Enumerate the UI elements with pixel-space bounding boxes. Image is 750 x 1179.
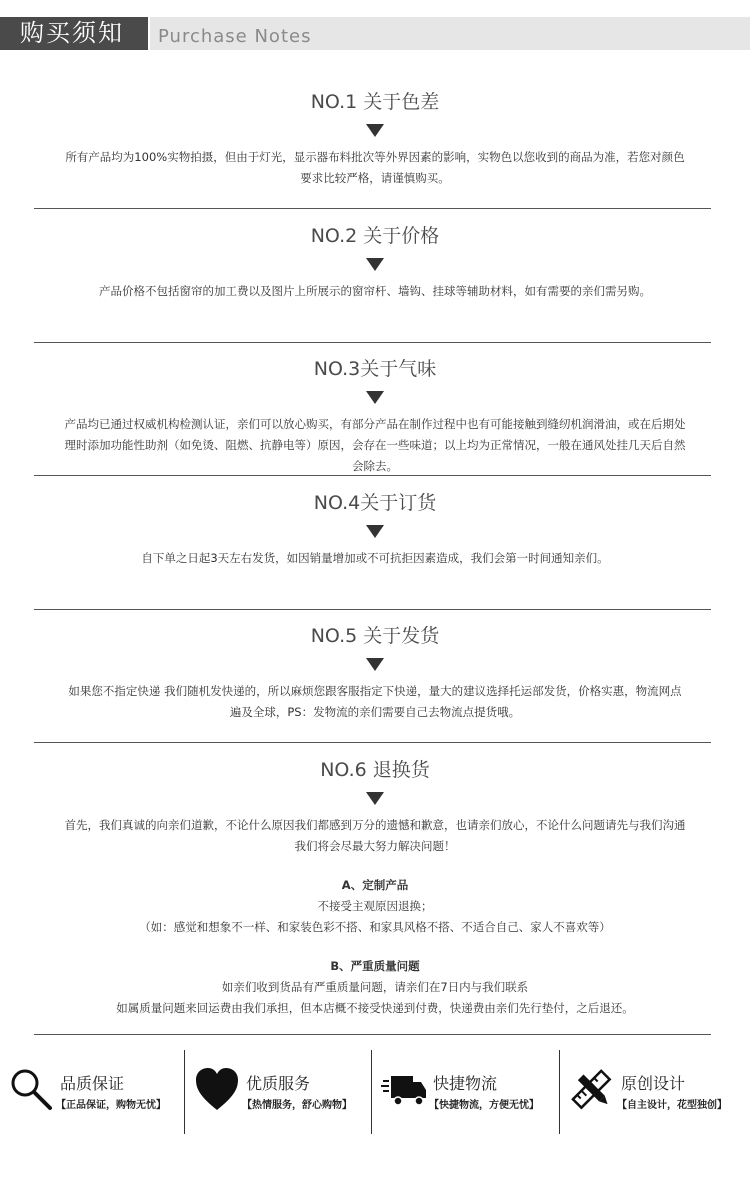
down-arrow-icon bbox=[366, 792, 384, 805]
feature-subtitle: 【热情服务，舒心购物】 bbox=[242, 1100, 352, 1111]
section-title: NO.3关于气味 bbox=[313, 358, 437, 380]
section-smell bbox=[0, 355, 750, 477]
body-line: 会除去。 bbox=[352, 459, 398, 473]
section-title: NO.4关于订货 bbox=[313, 492, 437, 514]
down-arrow-icon bbox=[366, 391, 384, 404]
section-title: NO.5 关于发货 bbox=[310, 625, 440, 647]
returns-b-line: 如属质量问题来回运费由我们承担，但本店概不接受快递到付费，快递费由亲们先行垫付，之后退还。 bbox=[116, 1001, 634, 1015]
returns-b-heading: B、严重质量问题 bbox=[330, 959, 420, 973]
header-title-en: Purchase Notes bbox=[150, 17, 750, 50]
section-divider bbox=[34, 742, 711, 743]
body-line: 所有产品均为100%实物拍摄，但由于灯光，显示器布料批次等外界因素的影响，实物色以您收到的商品为准，若您对颜色 bbox=[65, 150, 685, 164]
body-line: 理时添加功能性助剂（如免烫、阻燃、抗静电等）原因，会存在一些味道；以上均为正常情况，一般在通风处挂几天后自然 bbox=[64, 438, 686, 452]
down-arrow-icon bbox=[366, 124, 384, 137]
feature-title: 快捷物流 bbox=[433, 1074, 498, 1093]
section-title: NO.2 关于价格 bbox=[310, 225, 440, 247]
section-ordering bbox=[0, 489, 750, 569]
section-body bbox=[45, 147, 705, 189]
section-body bbox=[45, 815, 705, 1019]
body-line: 产品均已通过权威机构检测认证，亲们可以放心购买，有部分产品在制作过程中也有可能接触到缝纫机润滑油，或在后期处 bbox=[64, 417, 686, 431]
feature-title: 品质保证 bbox=[60, 1074, 125, 1093]
page-header bbox=[0, 17, 750, 50]
body-line: 首先，我们真诚的向亲们道歉，不论什么原因我们都感到万分的遗憾和歉意，也请亲们放心，不论什么问题请先与我们沟通 bbox=[64, 818, 686, 832]
feature-separator bbox=[184, 1050, 185, 1134]
returns-a-heading: A、定制产品 bbox=[341, 878, 409, 892]
section-returns bbox=[0, 756, 750, 1019]
section-shipping bbox=[0, 622, 750, 723]
feature-subtitle: 【快捷物流，方便无忧】 bbox=[429, 1100, 539, 1111]
header-title-cn: 购买须知 bbox=[0, 17, 148, 50]
down-arrow-icon bbox=[366, 658, 384, 671]
feature-title: 优质服务 bbox=[246, 1074, 311, 1093]
section-body bbox=[45, 681, 705, 723]
body-line: 遍及全球，PS：发物流的亲们需要自己去物流点提货哦。 bbox=[229, 705, 521, 719]
feature-design bbox=[561, 1050, 750, 1134]
section-body bbox=[45, 548, 705, 569]
design-tools-icon bbox=[569, 1066, 615, 1114]
feature-quality bbox=[0, 1050, 184, 1134]
heart-icon bbox=[194, 1066, 240, 1114]
feature-separator bbox=[371, 1050, 372, 1134]
feature-title: 原创设计 bbox=[621, 1074, 686, 1093]
section-divider bbox=[34, 208, 711, 209]
returns-a-line: （如：感觉和想象不一样、和家装色彩不搭、和家具风格不搭、不适合自己、家人不喜欢等） bbox=[139, 920, 611, 934]
feature-logistics bbox=[373, 1050, 559, 1134]
section-color-difference bbox=[0, 88, 750, 189]
section-body bbox=[45, 414, 705, 477]
section-body bbox=[45, 281, 705, 302]
section-divider bbox=[34, 475, 711, 476]
down-arrow-icon bbox=[366, 258, 384, 271]
section-divider bbox=[34, 1034, 711, 1035]
down-arrow-icon bbox=[366, 525, 384, 538]
feature-service bbox=[186, 1050, 372, 1134]
body-line: 自下单之日起3天左右发货，如因销量增加或不可抗拒因素造成，我们会第一时间通知亲们。 bbox=[141, 551, 609, 565]
returns-b-line: 如亲们收到货品有严重质量问题，请亲们在7日内与我们联系 bbox=[221, 980, 529, 994]
feature-separator bbox=[559, 1050, 560, 1134]
section-title: NO.1 关于色差 bbox=[310, 91, 440, 113]
section-title: NO.6 退换货 bbox=[320, 759, 430, 781]
magnifier-icon bbox=[8, 1066, 54, 1114]
feature-subtitle: 【自主设计，花型独创】 bbox=[617, 1100, 727, 1111]
body-line: 如果您不指定快递 我们随机发快递的，所以麻烦您跟客服指定下快递，量大的建议选择托运部发货，价格实惠，物流网点 bbox=[68, 684, 682, 698]
body-line: 要求比较严格，请谨慎购买。 bbox=[300, 171, 450, 185]
section-divider bbox=[34, 609, 711, 610]
truck-icon bbox=[381, 1066, 427, 1114]
section-divider bbox=[34, 342, 711, 343]
section-price bbox=[0, 222, 750, 302]
feature-subtitle: 【正品保证，购物无忧】 bbox=[56, 1100, 166, 1111]
body-line: 产品价格不包括窗帘的加工费以及图片上所展示的窗帘杆、墙钩、挂球等辅助材料，如有需要的亲们需另购。 bbox=[99, 284, 651, 298]
returns-a-line: 不接受主观原因退换； bbox=[317, 899, 433, 913]
body-line: 我们将会尽最大努力解决问题！ bbox=[294, 839, 456, 853]
feature-strip bbox=[0, 1050, 750, 1134]
